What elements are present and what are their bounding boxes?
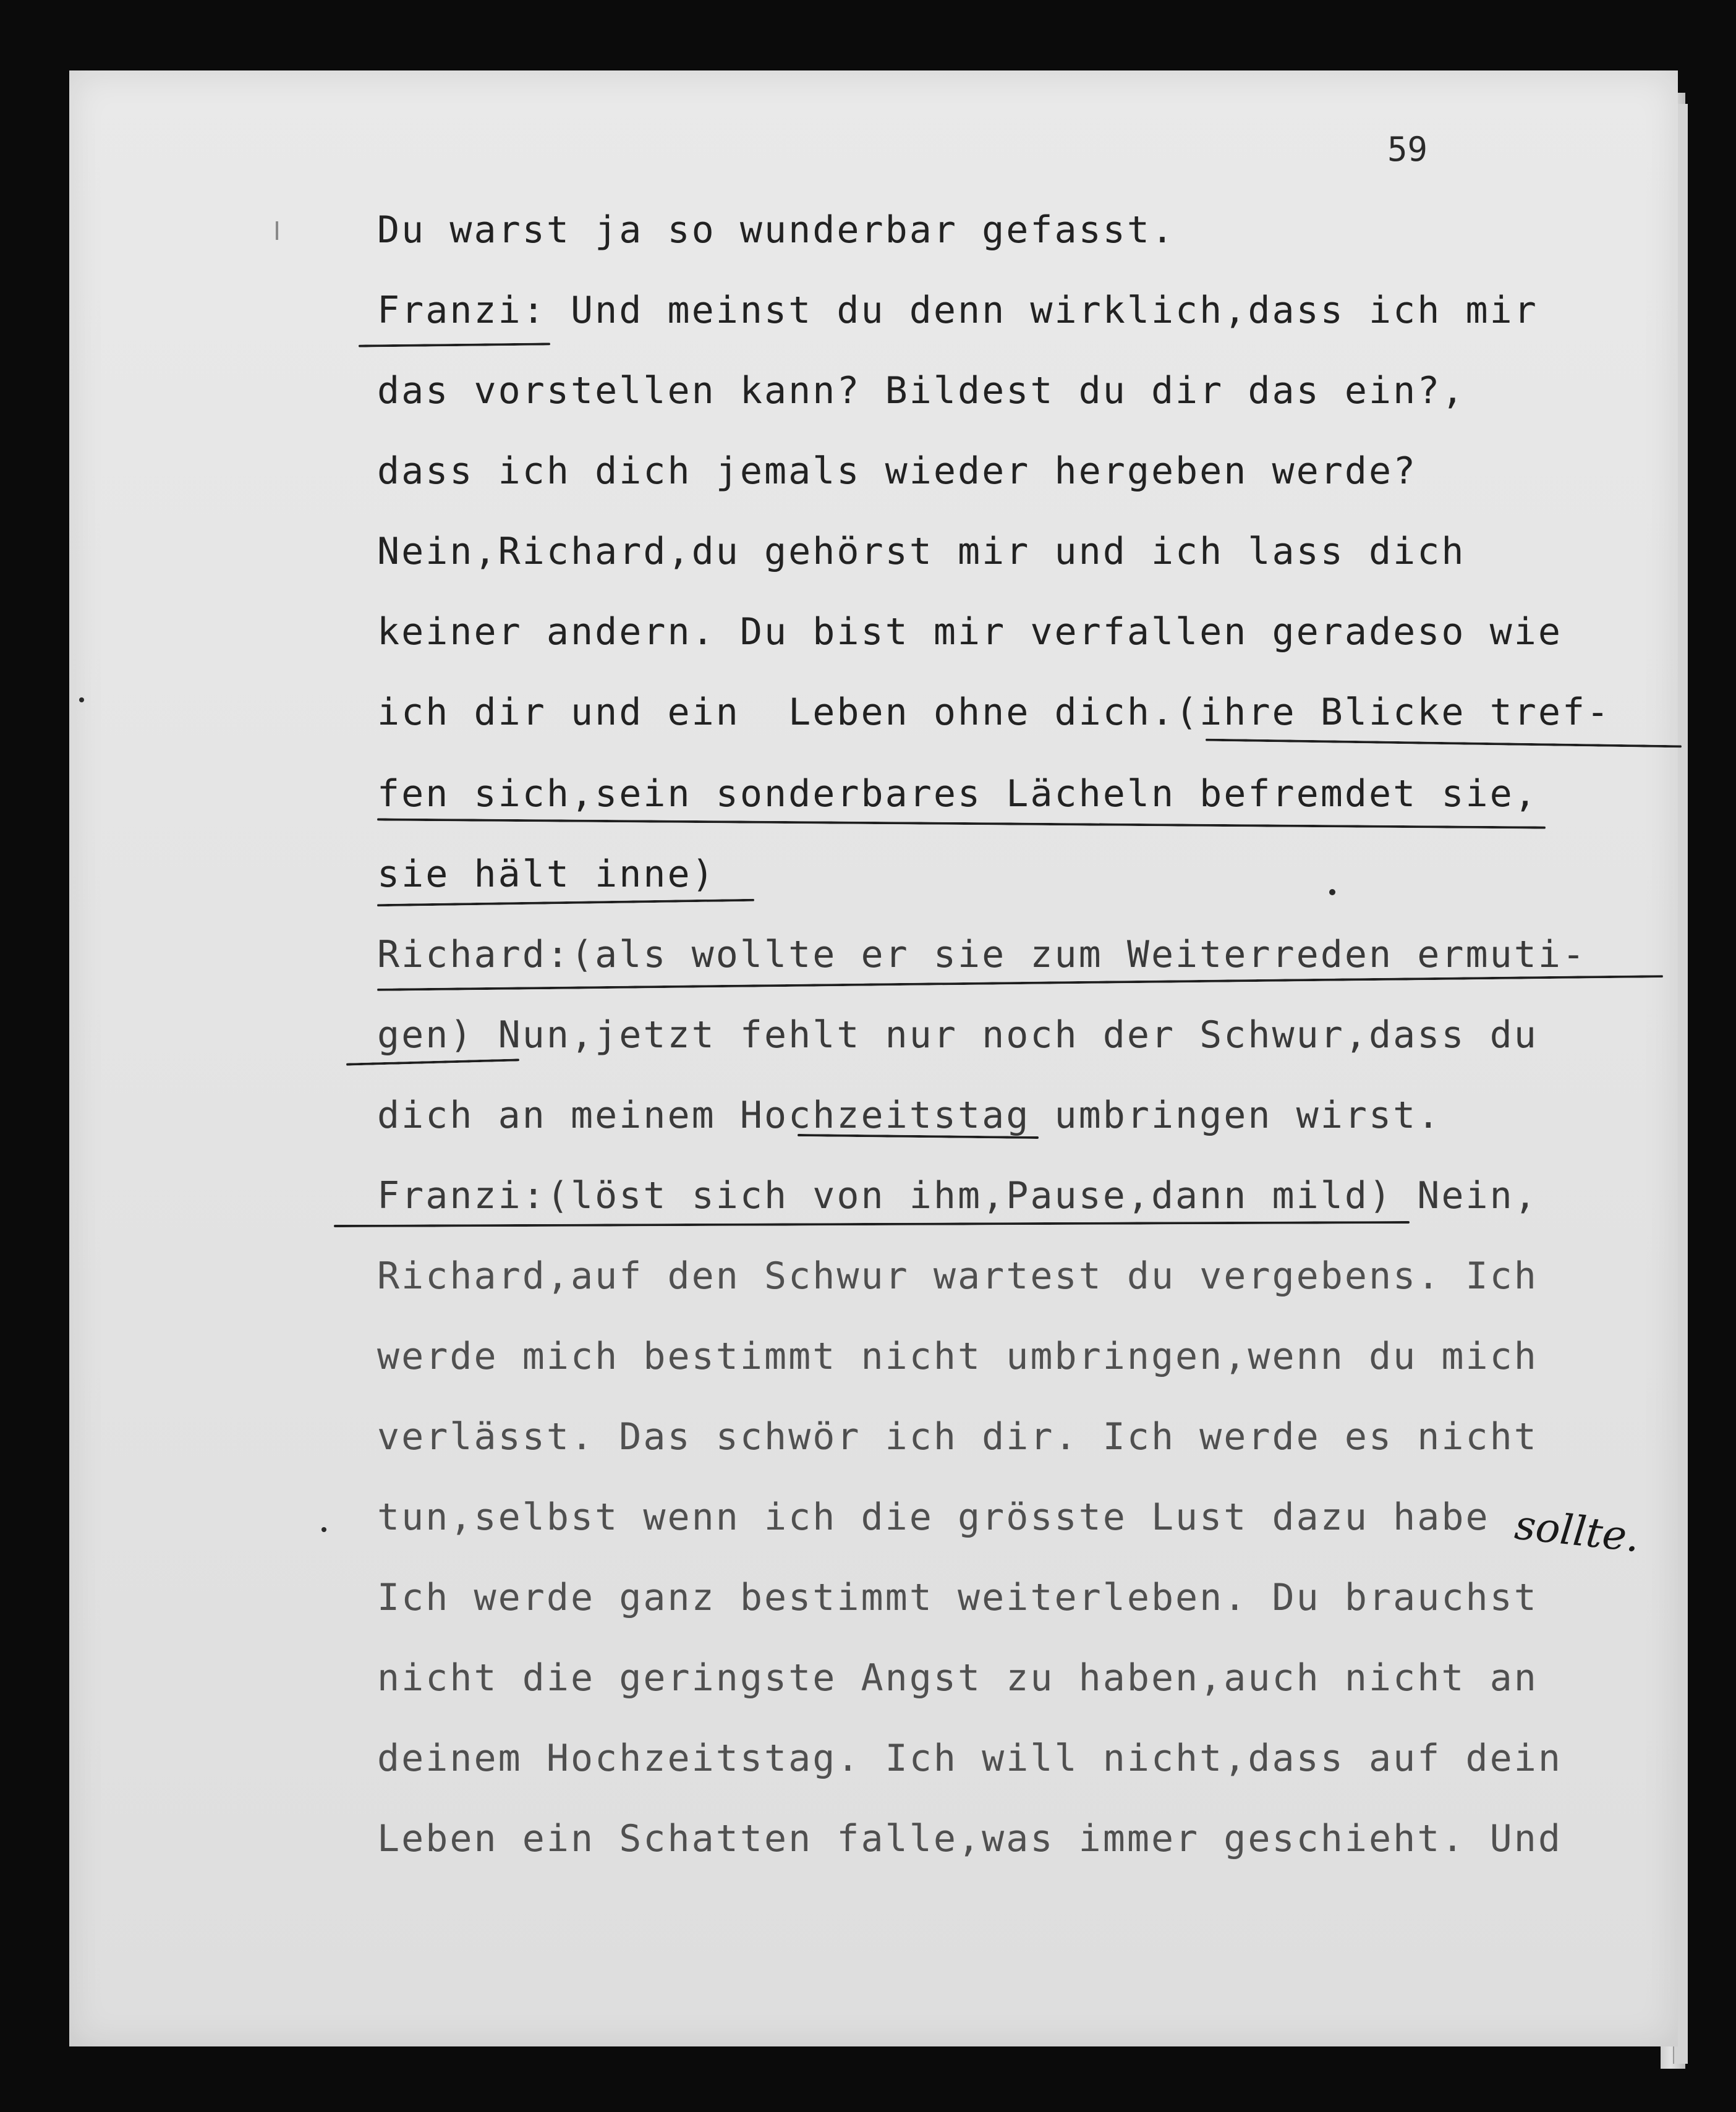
handwritten-annotation: sollte. — [1512, 1501, 1642, 1562]
text-line-2: Franzi: Und meinst du denn wirklich,dass ich mir — [377, 289, 1538, 332]
text-line-5: Nein,Richard,du gehörst mir und ich lass dich — [377, 530, 1466, 573]
text-line-14: Richard,auf den Schwur wartest du vergebens. Ich — [377, 1254, 1538, 1298]
scan-speck — [79, 697, 84, 702]
text-line-1: Du warst ja so wunderbar gefasst. — [377, 208, 1176, 252]
text-line-15: werde mich bestimmt nicht umbringen,wenn du mich — [377, 1335, 1538, 1378]
text-line-3: das vorstellen kann? Bildest du dir das ein?, — [377, 369, 1466, 412]
margin-mark — [276, 221, 278, 240]
text-line-7: ich dir und ein Leben ohne dich.(ihre Blicke tref- — [377, 691, 1611, 734]
text-line-17: tun,selbst wenn ich die grösste Lust dazu habe — [377, 1496, 1490, 1539]
text-line-18: Ich werde ganz bestimmt weiterleben. Du brauchst — [377, 1576, 1538, 1619]
text-line-9: sie hält inne) — [377, 853, 716, 896]
text-line-13: Franzi:(löst sich von ihm,Pause,dann mild) Nein, — [377, 1174, 1538, 1217]
text-line-6: keiner andern. Du bist mir verfallen geradeso wie — [377, 610, 1563, 654]
text-line-21: Leben ein Schatten falle,was immer geschieht. Und — [377, 1817, 1563, 1860]
text-line-8: fen sich,sein sonderbares Lächeln befremdet sie, — [377, 772, 1538, 815]
ink-dot — [1329, 889, 1335, 895]
text-line-10: Richard:(als wollte er sie zum Weiterreden ermuti- — [377, 933, 1587, 976]
text-line-12: dich an meinem Hochzeitstag umbringen wirst. — [377, 1094, 1442, 1137]
page-number: 59 — [1387, 130, 1428, 169]
text-line-4: dass ich dich jemals wieder hergeben werde? — [377, 449, 1418, 493]
text-line-16: verlässt. Das schwör ich dir. Ich werde es nicht — [377, 1415, 1538, 1458]
text-line-11: gen) Nun,jetzt fehlt nur noch der Schwur,dass du — [377, 1013, 1538, 1057]
text-line-19: nicht die geringste Angst zu haben,auch nicht an — [377, 1656, 1538, 1700]
text-line-20: deinem Hochzeitstag. Ich will nicht,dass auf dein — [377, 1737, 1563, 1780]
ink-dot-left — [321, 1527, 326, 1532]
